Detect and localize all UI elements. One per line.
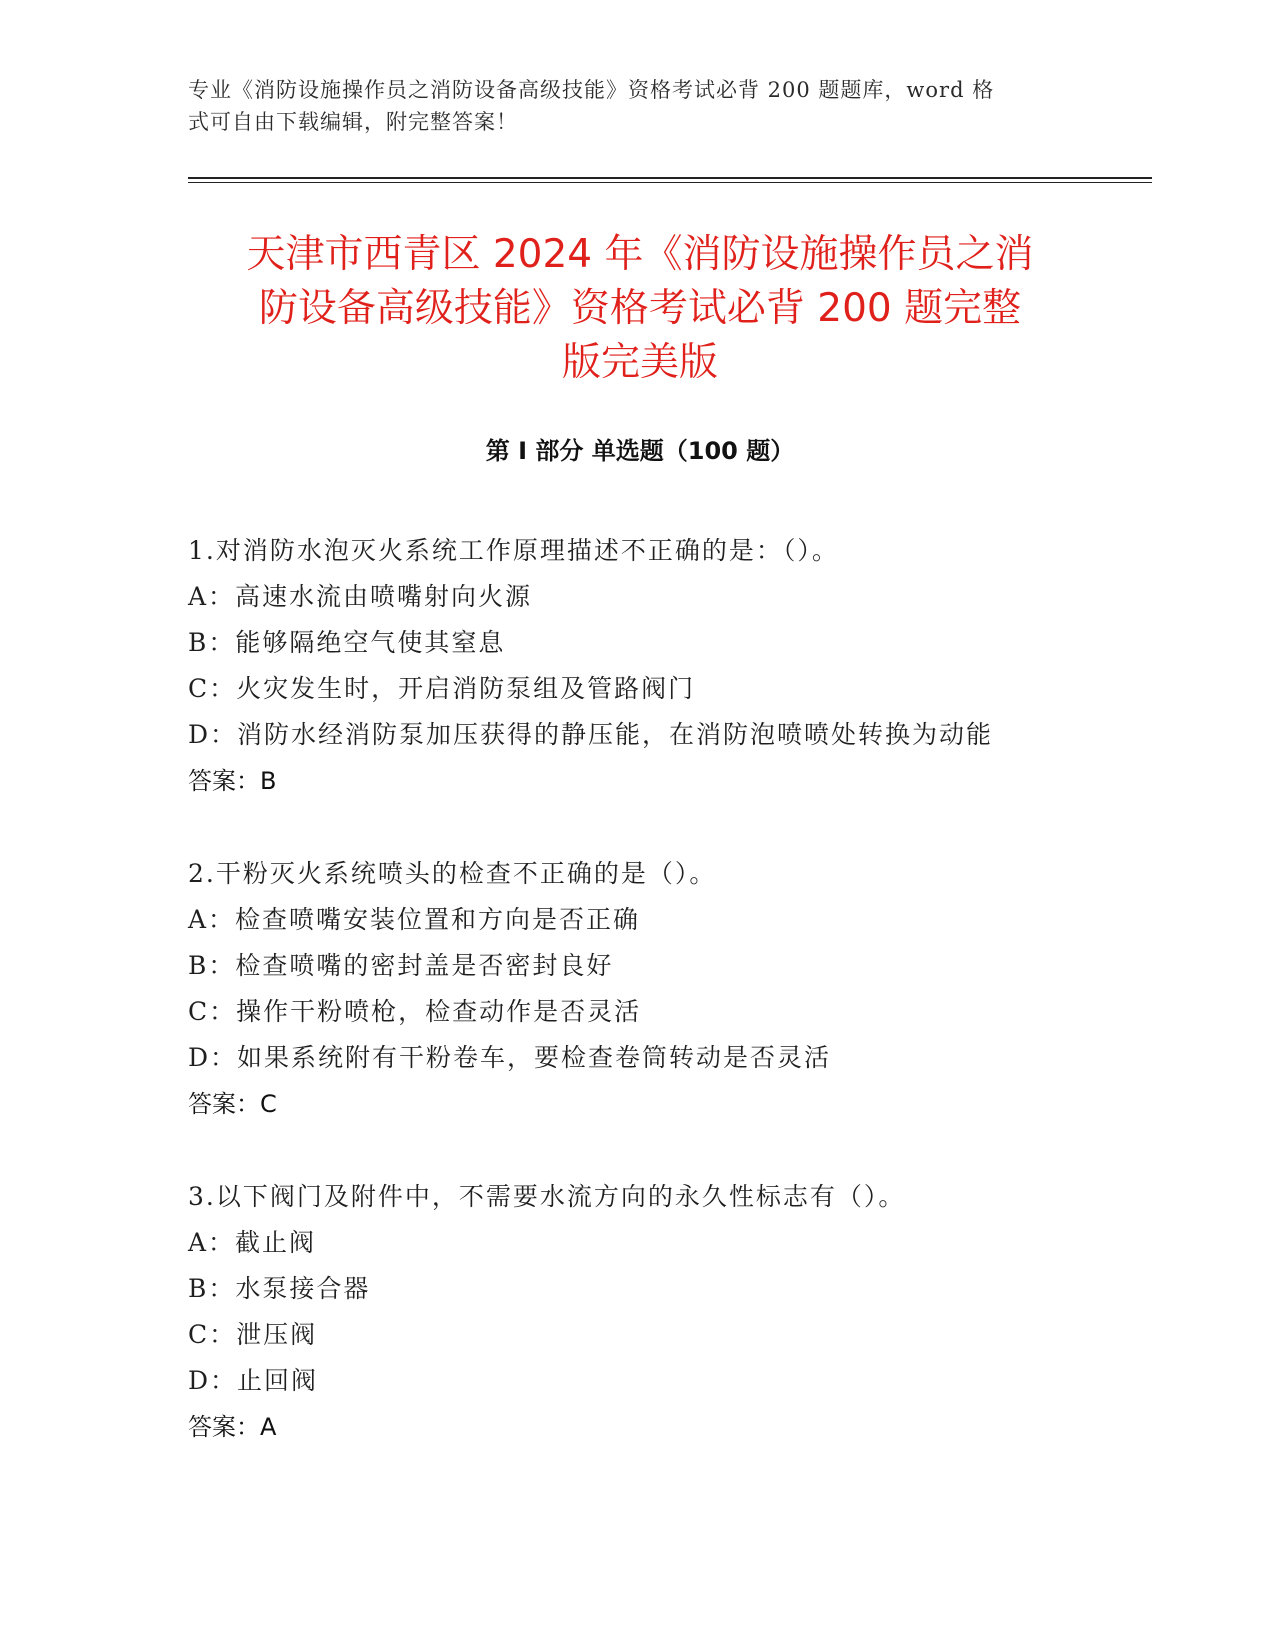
option-a: A：截止阀 <box>188 1228 317 1257</box>
question-item <box>188 1174 1088 1450</box>
option-b: B：检查喷嘴的密封盖是否密封良好 <box>188 951 614 980</box>
header-divider-thick <box>188 177 1152 179</box>
option-d: D：如果系统附有干粉卷车，要检查卷筒转动是否灵活 <box>188 1043 832 1072</box>
question-item <box>188 528 1088 804</box>
answer-text: 答案：A <box>188 1413 277 1441</box>
header-note-line-2: 式可自由下载编辑，附完整答案！ <box>188 110 518 134</box>
document-title <box>180 228 1100 390</box>
header-note-line-1: 专业《消防设施操作员之消防设备高级技能》资格考试必背 200 题题库，word 格 <box>188 78 995 102</box>
question-stem: 3.以下阀门及附件中，不需要水流方向的永久性标志有（）。 <box>188 1182 906 1211</box>
option-a: A：检查喷嘴安装位置和方向是否正确 <box>188 905 641 934</box>
option-d: D：止回阀 <box>188 1366 319 1395</box>
option-b: B：水泵接合器 <box>188 1274 371 1303</box>
option-a: A：高速水流由喷嘴射向火源 <box>188 582 533 611</box>
option-d: D：消防水经消防泵加压获得的静压能，在消防泡喷喷处转换为动能 <box>188 720 994 749</box>
option-c: C：泄压阀 <box>188 1320 318 1349</box>
header-divider-thin <box>188 182 1152 183</box>
header-note <box>188 74 1068 138</box>
document-title-line-2: 防设备高级技能》资格考试必背 200 题完整 <box>258 286 1022 331</box>
question-item <box>188 851 1088 1127</box>
option-c: C：火灾发生时，开启消防泵组及管路阀门 <box>188 674 696 703</box>
answer-text: 答案：B <box>188 767 277 795</box>
section-heading: 第 I 部分 单选题（100 题） <box>485 437 795 465</box>
option-b: B：能够隔绝空气使其窒息 <box>188 628 506 657</box>
question-stem: 2.干粉灭火系统喷头的检查不正确的是（）。 <box>188 859 717 888</box>
document-title-line-1: 天津市西青区 2024 年《消防设施操作员之消 <box>246 232 1034 277</box>
answer-text: 答案：C <box>188 1090 277 1118</box>
option-c: C：操作干粉喷枪，检查动作是否灵活 <box>188 997 642 1026</box>
document-title-line-3: 版完美版 <box>561 340 718 385</box>
question-stem: 1.对消防水泡灭火系统工作原理描述不正确的是：（）。 <box>188 536 839 565</box>
question-list <box>188 528 1088 1497</box>
